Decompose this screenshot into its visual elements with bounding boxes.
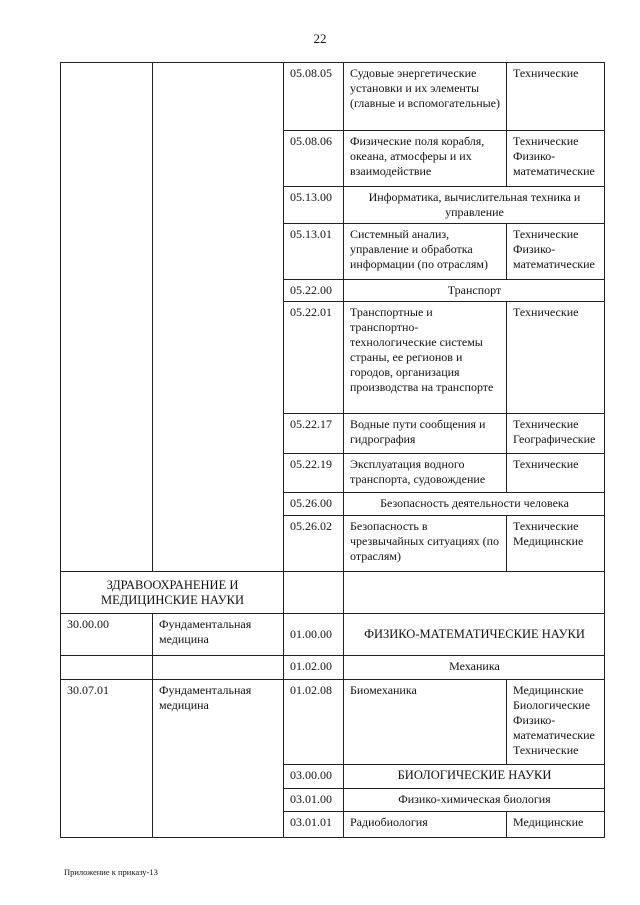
specialty-correspondence-table (60, 62, 605, 838)
code-cell: 05.22.00 (284, 280, 344, 302)
specialty-name-cell: Транспортные и транспортно-технологические системы страны, ее регионов и городов, организация производства на транспорте (344, 302, 507, 414)
code-cell: 05.22.19 (284, 454, 344, 493)
left-code-cell: 30.07.01 (61, 680, 153, 838)
code-cell: 05.22.01 (284, 302, 344, 414)
code-cell: 05.08.06 (284, 131, 344, 187)
code-cell: 05.22.17 (284, 414, 344, 454)
table-row (61, 656, 605, 680)
specialty-name-cell: Водные пути сообщения и гидрография (344, 414, 507, 454)
group-title-cell: Информатика, вычислительная техника и управление (344, 187, 605, 224)
science-fields-cell: Медицинские Биологические Физико-математические Технические (507, 680, 605, 765)
footer-note: Приложение к приказу-13 (64, 867, 158, 877)
science-fields-cell: Медицинские (507, 812, 605, 838)
empty-cell (61, 656, 153, 680)
code-cell: 05.13.00 (284, 187, 344, 224)
specialty-name-cell: Судовые энергетические установки и их элементы (главные и вспомогательные) (344, 63, 507, 131)
page-number: 22 (313, 31, 327, 46)
group-title-cell: Физико-химическая биология (344, 789, 605, 812)
code-cell: 01.02.08 (284, 680, 344, 765)
science-fields-cell: Технические Медицинские (507, 516, 605, 572)
empty-cell (344, 572, 605, 614)
table-row (61, 63, 605, 131)
specialty-name-cell: Физические поля корабля, океана, атмосферы и их взаимодействие (344, 131, 507, 187)
table-row (61, 614, 605, 656)
group-title-cell: ФИЗИКО-МАТЕМАТИЧЕСКИЕ НАУКИ (344, 614, 605, 656)
code-cell: 05.13.01 (284, 224, 344, 280)
science-fields-cell: Технические (507, 63, 605, 131)
section-title-cell: ЗДРАВООХРАНЕНИЕ И МЕДИЦИНСКИЕ НАУКИ (61, 572, 284, 614)
specialty-name-cell: Эксплуатация водного транспорта, судовождение (344, 454, 507, 493)
science-fields-cell: Технические (507, 302, 605, 414)
science-fields-cell: Технические (507, 454, 605, 493)
left-empty-cell (61, 63, 153, 572)
science-fields-cell: Технические Физико-математические (507, 131, 605, 187)
code-cell: 05.08.05 (284, 63, 344, 131)
code-cell: 03.01.01 (284, 812, 344, 838)
specialty-name-cell: Безопасность в чрезвычайных ситуациях (по отраслям) (344, 516, 507, 572)
code-cell: 05.26.00 (284, 493, 344, 516)
table-row (61, 572, 605, 614)
empty-cell (284, 572, 344, 614)
specialty-name-cell: Системный анализ, управление и обработка информации (по отраслям) (344, 224, 507, 280)
empty-cell (153, 656, 284, 680)
code-cell: 01.02.00 (284, 656, 344, 680)
table-row (61, 680, 605, 765)
group-title-cell: Механика (344, 656, 605, 680)
specialty-name-cell: Биомеханика (344, 680, 507, 765)
group-title-cell: Безопасность деятельности человека (344, 493, 605, 516)
code-cell: 01.00.00 (284, 614, 344, 656)
specialty-name-cell: Радиобиология (344, 812, 507, 838)
code-cell: 05.26.02 (284, 516, 344, 572)
left-empty-cell (153, 63, 284, 572)
code-cell: 03.01.00 (284, 789, 344, 812)
left-name-cell: Фундаментальная медицина (153, 614, 284, 656)
science-fields-cell: Технические Физико-математические (507, 224, 605, 280)
left-code-cell: 30.00.00 (61, 614, 153, 656)
code-cell: 03.00.00 (284, 765, 344, 789)
left-name-cell: Фундаментальная медицина (153, 680, 284, 838)
group-title-cell: БИОЛОГИЧЕСКИЕ НАУКИ (344, 765, 605, 789)
science-fields-cell: Технические Географические (507, 414, 605, 454)
group-title-cell: Транспорт (344, 280, 605, 302)
